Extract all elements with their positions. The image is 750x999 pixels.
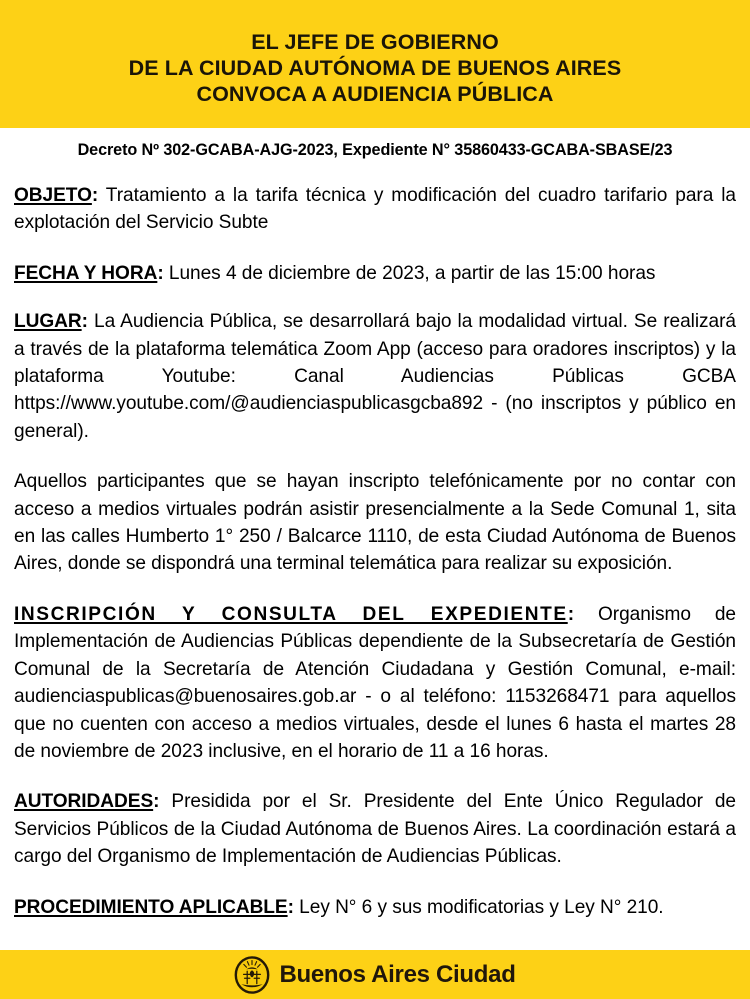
section-inscripcion — [14, 601, 736, 765]
section-lugar-label: LUGAR — [14, 311, 82, 333]
section-objeto-body: Tratamiento a la tarifa técnica y modificación del cuadro tarifario para la explotación del Servicio Subte — [14, 185, 736, 234]
section-objeto-label: OBJETO — [14, 185, 92, 206]
section-procedimiento-aplicable-body: Ley N° 6 y sus modificatorias y Ley N° 210. — [293, 896, 664, 918]
header-title-line-3: CONVOCA A AUDIENCIA PÚBLICA — [196, 82, 554, 106]
footer-brand-label: Buenos Aires Ciudad — [279, 960, 516, 988]
section-lugar-separator: : — [81, 311, 88, 333]
buenos-aires-coat-of-arms-seal-icon — [234, 956, 270, 994]
section-lugar-body: La Audiencia Pública, se desarrollará bajo la modalidad virtual. Se realizará a través de la plataforma telemática Zoom App (acceso para oradores inscriptos) y la plataforma Youtube: Canal Audiencias Públicas GCBA https://www.youtube.com/@audienciaspublicasgcba892 - (no inscriptos y público en general). — [14, 311, 736, 442]
section-autoridades-label: AUTORIDADES — [14, 791, 154, 813]
document-body — [0, 182, 750, 921]
section-autoridades — [14, 788, 736, 870]
section-inscripcion-separator: : — [567, 603, 575, 625]
section-autoridades-body: Presidida por el Sr. Presidente del Ente Único Regulador de Servicios Públicos de la Ciudad Autónoma de Buenos Aires. La coordinación estará a cargo del Organismo de Implementación de Audiencias Públicas. — [14, 791, 736, 868]
section-fecha-y-hora-label: FECHA Y HORA — [14, 262, 158, 284]
section-fecha-y-hora — [14, 260, 736, 287]
header-banner — [0, 0, 750, 128]
section-objeto-separator: : — [91, 185, 99, 206]
section-fecha-y-hora-body: Lunes 4 de diciembre de 2023, a partir de las 15:00 horas — [163, 262, 656, 284]
section-procedimiento-aplicable — [14, 894, 736, 921]
section-inscripcion-body: Organismo de Implementación de Audiencias Públicas dependiente de la Subsecretaría de Gestión Comunal de la Secretaría de Atención Ciudadana y Gestión Comunal, e-mail: audienciaspublicas@buenosaires.gob.ar - o al teléfono: 1153268471 para aquellos que no cuenten con acceso a medios virtuales, desde el lunes 6 hasta el martes 28 de noviembre de 2023 inclusive, en el horario de 11 a 16 horas. — [14, 603, 736, 762]
section-inscripcion-label: INSCRIPCIÓN Y CONSULTA DEL EXPEDIENTE — [14, 603, 568, 625]
section-procedimiento-aplicable-separator: : — [287, 896, 294, 918]
section-asistencia-presencial — [14, 468, 736, 578]
section-asistencia-presencial-body: Aquellos participantes que se hayan inscripto telefónicamente por no contar con acceso a medios virtuales podrán asistir presencialmente a la Sede Comunal 1, sita en las calles Humberto 1° 250 / Balcarce 1110, de esta Ciudad Autónoma de Buenos Aires, donde se dispondrá una terminal telemática para realizar su exposición. — [14, 471, 736, 575]
header-title-line-2: DE LA CIUDAD AUTÓNOMA DE BUENOS AIRES — [128, 56, 622, 80]
decree-reference: Decreto Nº 302-GCABA-AJG-2023, Expediente N° 35860433-GCABA-SBASE/23 — [77, 141, 673, 159]
section-objeto — [14, 182, 736, 237]
section-fecha-y-hora-separator: : — [157, 262, 164, 284]
section-autoridades-separator: : — [153, 791, 160, 813]
header-title-line-1: EL JEFE DE GOBIERNO — [251, 30, 499, 54]
footer-banner — [0, 950, 750, 999]
section-procedimiento-aplicable-label: PROCEDIMIENTO APLICABLE — [14, 896, 288, 918]
section-lugar — [14, 308, 736, 445]
